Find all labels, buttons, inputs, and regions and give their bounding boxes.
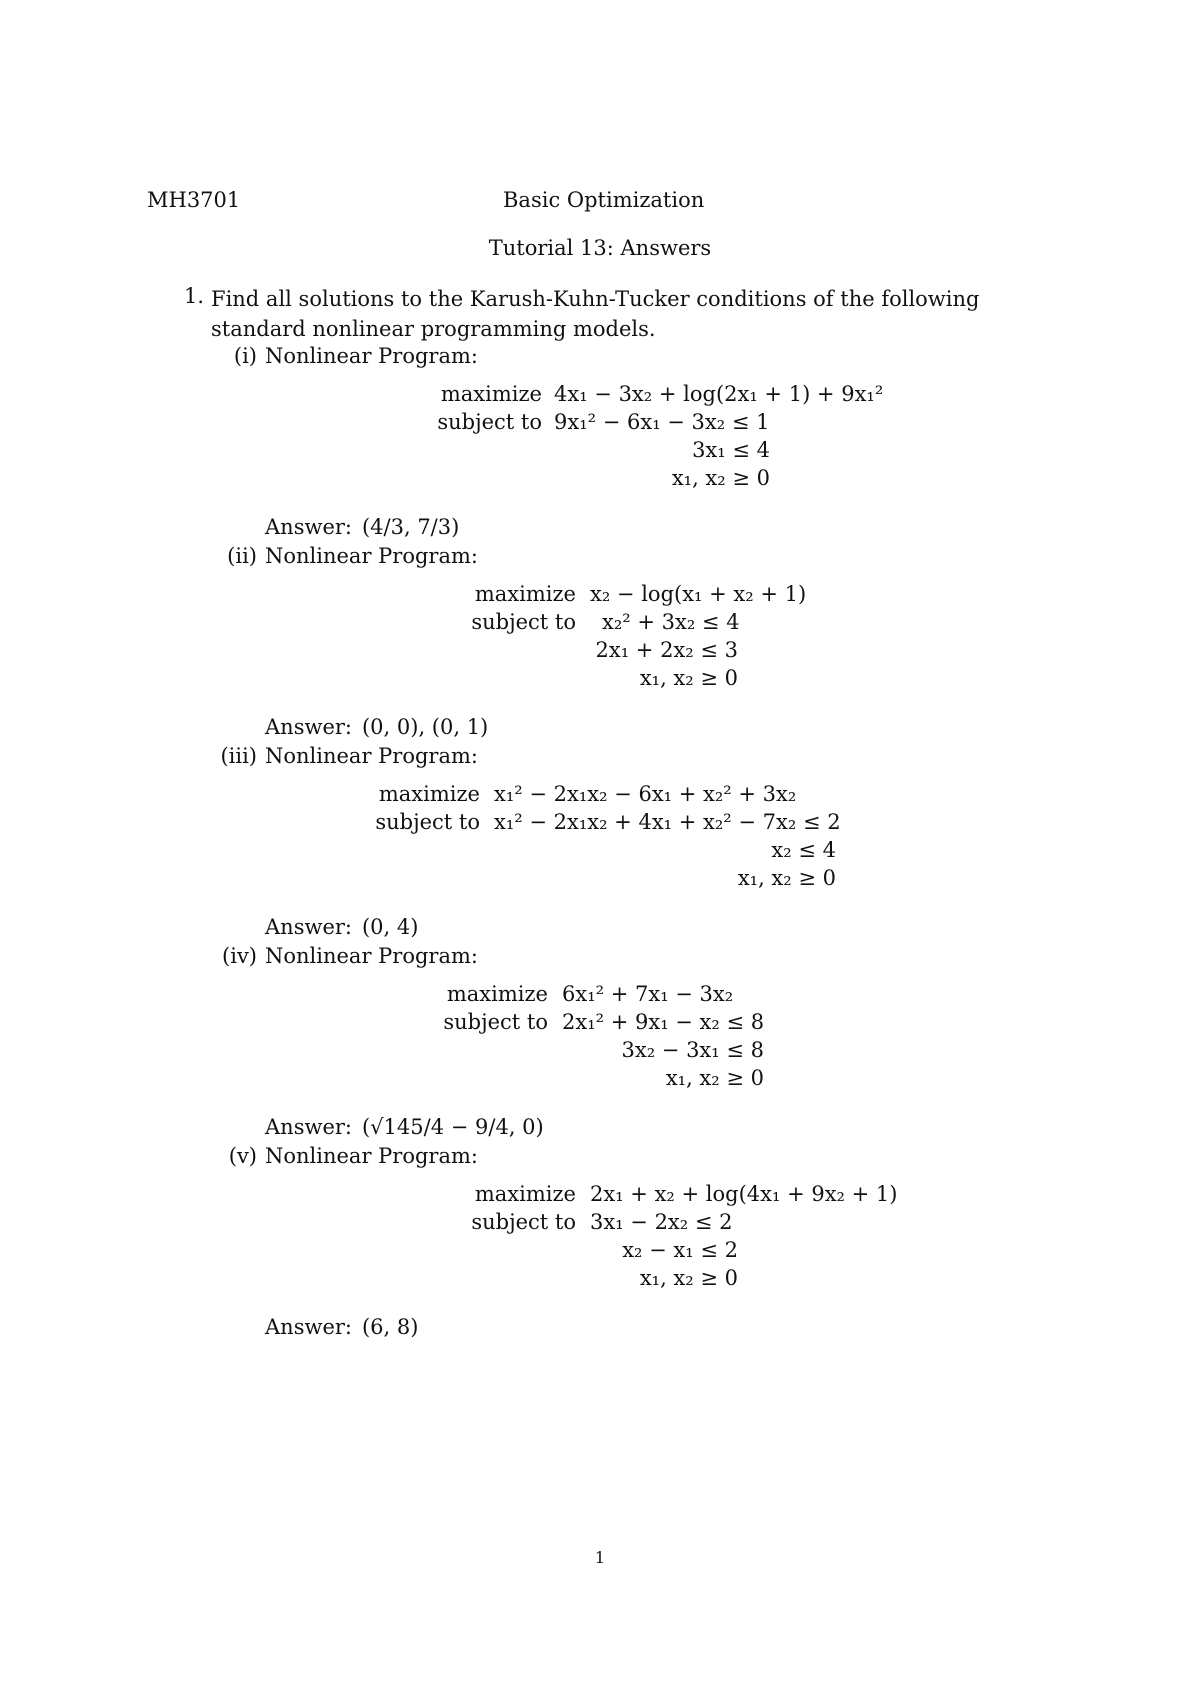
subject-to-keyword: subject to bbox=[471, 1210, 576, 1234]
subject-to-keyword: subject to bbox=[471, 610, 576, 634]
answer-label: Answer: bbox=[265, 515, 352, 539]
maximize-keyword: maximize bbox=[446, 982, 548, 1006]
constraint-row bbox=[0, 638, 738, 666]
constraint-row bbox=[0, 1066, 764, 1094]
subject-to-keyword: subject to bbox=[375, 810, 480, 834]
constraint-expression: x₁, x₂ ≥ 0 bbox=[665, 1066, 764, 1090]
constraint-expression: x₂² + 3x₂ ≤ 4 bbox=[602, 610, 740, 634]
question-text: Find all solutions to the Karush-Kuhn-Tucker conditions of the following standard nonlinear programming models. bbox=[211, 287, 980, 341]
constraint-expression: 2x₁² + 9x₁ − x₂ ≤ 8 bbox=[562, 1010, 765, 1034]
page-number: 1 bbox=[594, 1548, 606, 1567]
constraint-row bbox=[0, 866, 836, 894]
constraint-row bbox=[0, 666, 738, 694]
answer-value: (4/3, 7/3) bbox=[361, 515, 460, 539]
answer-line bbox=[265, 1115, 544, 1139]
part-label: (iii) bbox=[220, 744, 257, 768]
objective-expression: x₁² − 2x₁x₂ − 6x₁ + x₂² + 3x₂ bbox=[494, 782, 797, 806]
part-heading: Nonlinear Program: bbox=[265, 544, 478, 568]
constraint-expression: x₂ ≤ 4 bbox=[771, 838, 836, 862]
course-code: MH3701 bbox=[147, 188, 241, 212]
objective-expression: 4x₁ − 3x₂ + log(2x₁ + 1) + 9x₁² bbox=[554, 382, 884, 406]
answer-line bbox=[265, 1315, 418, 1339]
constraint-expression: x₁, x₂ ≥ 0 bbox=[737, 866, 836, 890]
constraint-expression: x₁, x₂ ≥ 0 bbox=[639, 1266, 738, 1290]
part-label: (ii) bbox=[227, 544, 257, 568]
part-label: (v) bbox=[228, 1144, 257, 1168]
document-subtitle: Tutorial 13: Answers bbox=[488, 236, 712, 260]
course-title: Basic Optimization bbox=[503, 188, 705, 212]
answer-value: (0, 4) bbox=[361, 915, 419, 939]
answer-line bbox=[265, 515, 459, 539]
constraint-expression: 2x₁ + 2x₂ ≤ 3 bbox=[595, 638, 738, 662]
part-heading: Nonlinear Program: bbox=[265, 344, 478, 368]
constraint-row bbox=[0, 438, 770, 466]
question-number: 1. bbox=[184, 284, 205, 308]
objective-expression: x₂ − log(x₁ + x₂ + 1) bbox=[590, 582, 807, 606]
constraint-expression: x₂ − x₁ ≤ 2 bbox=[622, 1238, 738, 1262]
objective-expression: 6x₁² + 7x₁ − 3x₂ bbox=[562, 982, 734, 1006]
maximize-keyword: maximize bbox=[474, 1182, 576, 1206]
page-header bbox=[147, 188, 1057, 218]
constraint-row bbox=[0, 1038, 764, 1066]
constraint-row bbox=[0, 466, 770, 494]
answer-label: Answer: bbox=[265, 915, 352, 939]
answer-value: (6, 8) bbox=[361, 1315, 419, 1339]
part-heading: Nonlinear Program: bbox=[265, 744, 478, 768]
answer-line bbox=[265, 915, 418, 939]
answer-value: (√145/4 − 9/4, 0) bbox=[361, 1115, 544, 1139]
maximize-keyword: maximize bbox=[440, 382, 542, 406]
answer-value: (0, 0), (0, 1) bbox=[361, 715, 489, 739]
part-heading: Nonlinear Program: bbox=[265, 944, 478, 968]
constraint-row bbox=[0, 1266, 738, 1294]
subject-to-keyword: subject to bbox=[437, 410, 542, 434]
part-label: (i) bbox=[233, 344, 257, 368]
constraint-row bbox=[0, 838, 836, 866]
answer-label: Answer: bbox=[265, 1115, 352, 1139]
constraint-expression: x₁, x₂ ≥ 0 bbox=[671, 466, 770, 490]
constraint-expression: 3x₂ − 3x₁ ≤ 8 bbox=[621, 1038, 764, 1062]
answer-label: Answer: bbox=[265, 715, 352, 739]
constraint-expression: x₁, x₂ ≥ 0 bbox=[639, 666, 738, 690]
constraint-row bbox=[0, 1238, 738, 1266]
subject-to-keyword: subject to bbox=[443, 1010, 548, 1034]
constraint-expression: 9x₁² − 6x₁ − 3x₂ ≤ 1 bbox=[554, 410, 770, 434]
constraint-expression: 3x₁ ≤ 4 bbox=[692, 438, 770, 462]
constraint-expression: x₁² − 2x₁x₂ + 4x₁ + x₂² − 7x₂ ≤ 2 bbox=[494, 810, 841, 834]
constraint-expression: 3x₁ − 2x₂ ≤ 2 bbox=[590, 1210, 733, 1234]
maximize-keyword: maximize bbox=[474, 582, 576, 606]
answer-line bbox=[265, 715, 488, 739]
objective-expression: 2x₁ + x₂ + log(4x₁ + 9x₂ + 1) bbox=[590, 1182, 898, 1206]
maximize-keyword: maximize bbox=[378, 782, 480, 806]
part-heading: Nonlinear Program: bbox=[265, 1144, 478, 1168]
answer-label: Answer: bbox=[265, 1315, 352, 1339]
part-label: (iv) bbox=[222, 944, 257, 968]
